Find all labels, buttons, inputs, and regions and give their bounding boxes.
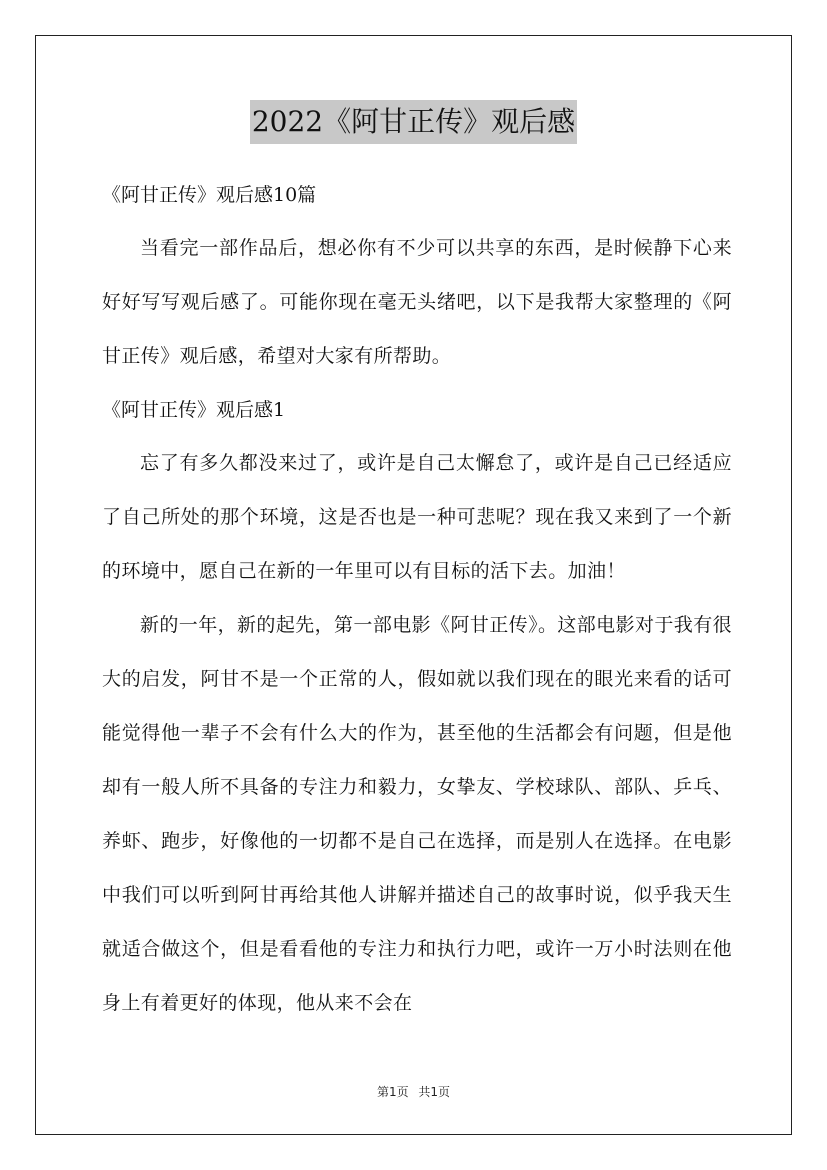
page-number: 第1页 xyxy=(376,1085,409,1099)
document-title: 2022《阿甘正传》观后感 xyxy=(250,100,577,144)
body-paragraph-1: 忘了有多久都没来过了，或许是自己太懈怠了，或许是自己已经适应了自己所处的那个环境，这是否也是一种可悲呢？现在我又来到了一个新的环境中，愿自己在新的一年里可以有目标的活下去。加油！ xyxy=(102,452,732,582)
page-footer xyxy=(0,1083,827,1100)
subtitle: 《阿甘正传》观后感10篇 xyxy=(102,184,317,206)
intro-paragraph: 当看完一部作品后，想必你有不少可以共享的东西，是时候静下心来好好写写观后感了。可能你现在毫无头绪吧，以下是我帮大家整理的《阿甘正传》观后感，希望对大家有所帮助。 xyxy=(102,237,732,367)
page-total: 共1页 xyxy=(418,1085,451,1099)
section-heading: 《阿甘正传》观后感1 xyxy=(102,399,286,421)
title-container xyxy=(0,100,827,144)
body-paragraph-2: 新的一年，新的起先，第一部电影《阿甘正传》。这部电影对于我有很大的启发，阿甘不是一个正常的人，假如就以我们现在的眼光来看的话可能觉得他一辈子不会有什么大的作为，甚至他的生活都会有问题，但是他却有一般人所不具备的专注力和毅力，女挚友、学校球队、部队、乒乓、养虾、跑步，好像他的一切都不是自己在选择，而是别人在选择。在电影中我们可以听到阿甘再给其他人讲解并描述自己的故事时说，似乎我天生就适合做这个，但是看看他的专注力和执行力吧，或许一万小时法则在他身上有着更好的体现，他从来不会在 xyxy=(102,614,732,1014)
